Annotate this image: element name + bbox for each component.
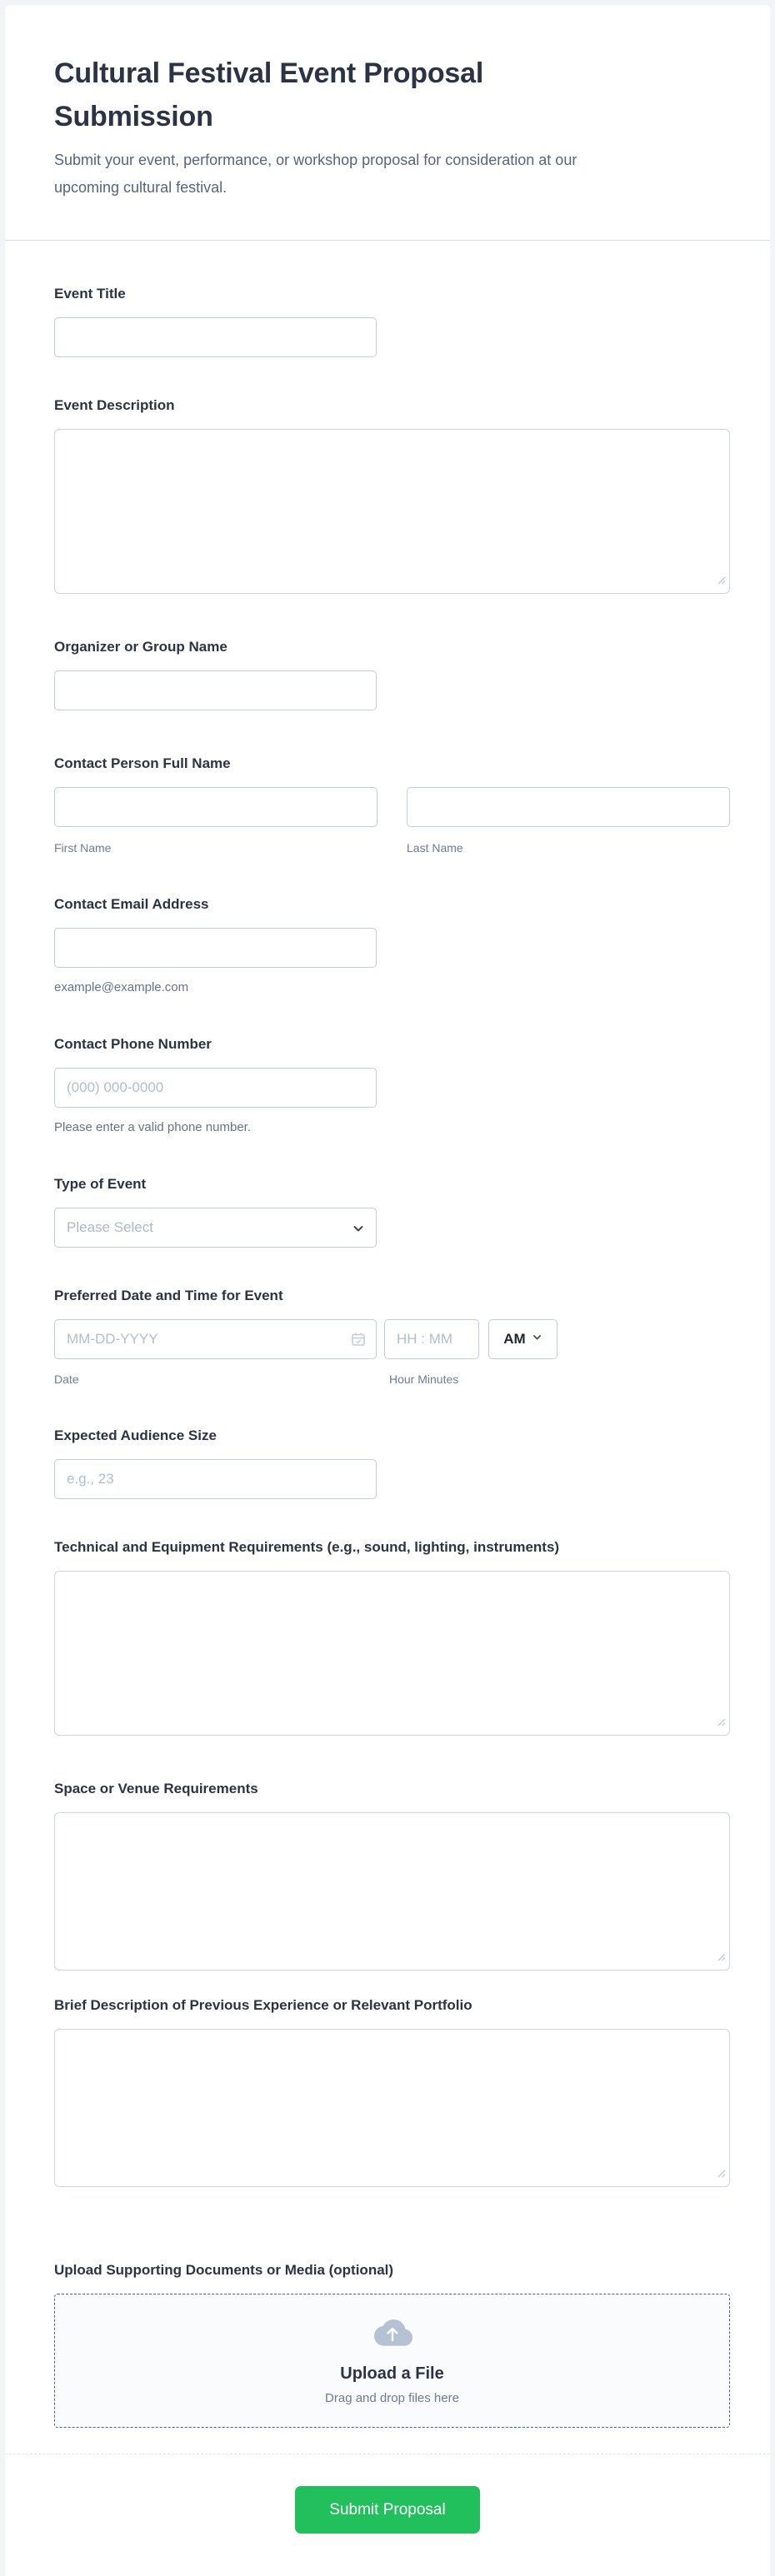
upload-label: Upload Supporting Documents or Media (optional) xyxy=(54,2262,394,2278)
phone-helper: Please enter a valid phone number. xyxy=(54,1120,251,1134)
phone-input[interactable] xyxy=(54,1068,377,1108)
phone-label: Contact Phone Number xyxy=(54,1036,212,1052)
event-type-select[interactable] xyxy=(54,1208,377,1248)
cloud-upload-icon xyxy=(371,2316,414,2354)
venue-label: Space or Venue Requirements xyxy=(54,1781,258,1796)
ampm-selected-value: AM xyxy=(503,1331,526,1347)
question-audience xyxy=(54,1426,730,1499)
event-description-textarea[interactable] xyxy=(54,429,730,594)
submit-button[interactable]: Submit Proposal xyxy=(295,2486,480,2534)
event-title-input[interactable] xyxy=(54,317,377,357)
portfolio-textarea[interactable] xyxy=(54,2029,730,2187)
resize-grip-icon[interactable] xyxy=(716,1951,726,1966)
ampm-select[interactable] xyxy=(488,1319,558,1359)
question-contact-name xyxy=(54,754,730,856)
question-portfolio xyxy=(54,1996,730,2187)
question-organizer xyxy=(54,637,730,710)
upload-hint: Drag and drop files here xyxy=(325,2391,459,2405)
form-card xyxy=(5,5,770,2576)
organizer-label: Organizer or Group Name xyxy=(54,639,228,655)
last-name-sublabel: Last Name xyxy=(407,841,463,855)
last-name-input[interactable] xyxy=(407,787,730,827)
chevron-down-icon xyxy=(352,1222,365,1239)
date-input[interactable] xyxy=(54,1319,377,1359)
form-title: Cultural Festival Event Proposal Submission xyxy=(54,57,484,132)
question-phone xyxy=(54,1034,730,1136)
question-datetime xyxy=(54,1286,730,1388)
email-label: Contact Email Address xyxy=(54,896,209,912)
resize-grip-icon[interactable] xyxy=(716,1716,726,1731)
question-email xyxy=(54,894,730,996)
organizer-input[interactable] xyxy=(54,670,377,710)
event-type-label: Type of Event xyxy=(54,1176,147,1192)
first-name-input[interactable] xyxy=(54,787,378,827)
header-divider xyxy=(5,240,770,241)
event-type-selected-value: Please Select xyxy=(67,1219,153,1235)
datetime-label: Preferred Date and Time for Event xyxy=(54,1288,283,1303)
event-description-label: Event Description xyxy=(54,397,175,413)
email-helper: example@example.com xyxy=(54,980,189,994)
audience-label: Expected Audience Size xyxy=(54,1428,217,1443)
technical-label: Technical and Equipment Requirements (e.g., sound, lighting, instruments) xyxy=(54,1539,560,1555)
upload-title: Upload a File xyxy=(340,2364,444,2383)
date-sublabel: Date xyxy=(54,1373,79,1386)
file-upload-dropzone[interactable] xyxy=(54,2294,730,2428)
event-title-label: Event Title xyxy=(54,286,126,301)
form-subtitle: Submit your event, performance, or workshop proposal for consideration at our upcoming cultural festival. xyxy=(54,152,578,196)
form-body xyxy=(5,284,770,2428)
portfolio-label: Brief Description of Previous Experience or Relevant Portfolio xyxy=(54,1997,472,2013)
resize-grip-icon[interactable] xyxy=(716,574,726,589)
question-upload xyxy=(54,2260,730,2428)
time-input[interactable] xyxy=(384,1319,479,1359)
question-technical xyxy=(54,1537,730,1736)
resize-grip-icon[interactable] xyxy=(716,2167,726,2182)
question-event-title xyxy=(54,284,730,357)
chevron-down-icon xyxy=(532,1332,542,1347)
time-sublabel: Hour Minutes xyxy=(389,1373,459,1386)
question-event-description xyxy=(54,396,730,594)
contact-name-label: Contact Person Full Name xyxy=(54,755,231,771)
email-input[interactable] xyxy=(54,928,377,968)
form-header xyxy=(5,5,770,202)
question-event-type xyxy=(54,1174,730,1248)
first-name-sublabel: First Name xyxy=(54,841,112,855)
question-venue xyxy=(54,1779,730,1971)
venue-textarea[interactable] xyxy=(54,1812,730,1971)
audience-input[interactable] xyxy=(54,1459,377,1499)
submit-row xyxy=(5,2454,770,2576)
technical-textarea[interactable] xyxy=(54,1571,730,1736)
